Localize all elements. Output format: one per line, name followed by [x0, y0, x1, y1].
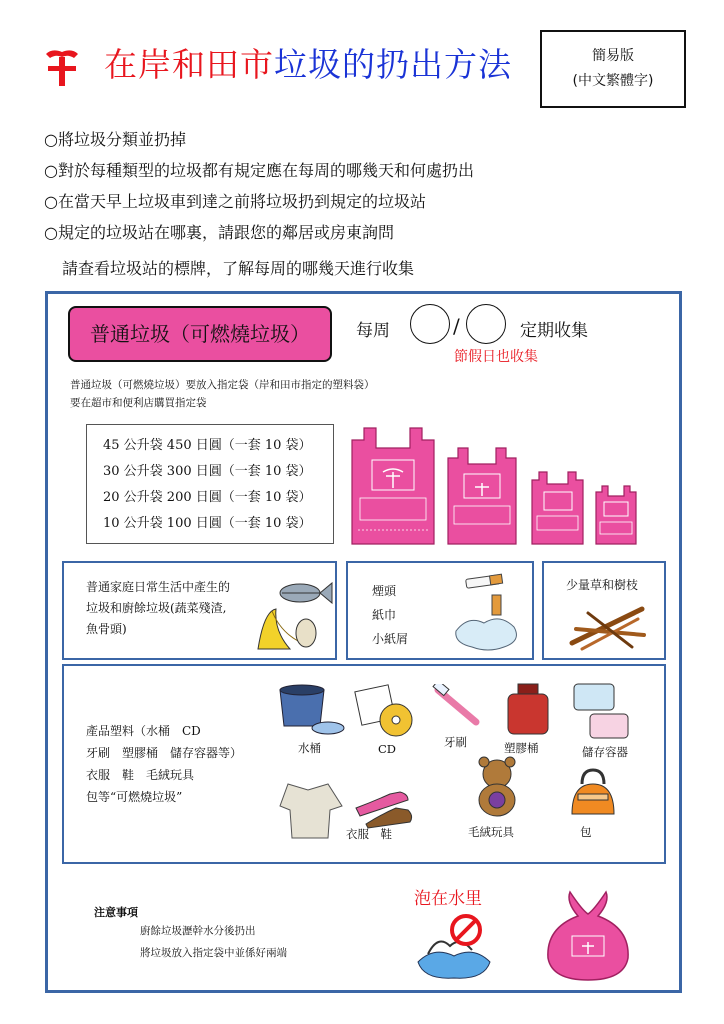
bullet-item: ○對於每種類型的垃圾都有規定應在每周的哪幾天和何處扔出: [44, 161, 474, 180]
bullet-item: ○在當天早上垃圾車到達之前將垃圾扔到規定的垃圾站: [44, 192, 426, 211]
label-clothes-shoes: 衣服 鞋: [346, 827, 392, 841]
text-line: 垃圾和廚餘垃圾(蔬菜殘渣,: [86, 601, 227, 615]
no-soaking-icon: [414, 906, 494, 982]
storage-container-icon: [570, 680, 632, 742]
small-items-text: [372, 579, 408, 651]
price-row: 10 公升袋 100 日圓（一套 10 袋）: [103, 516, 312, 531]
label-toothbrush: 牙刷: [444, 735, 467, 749]
text-line: 衣服 鞋 毛絨玩具: [86, 768, 195, 782]
text-line: 魚骨頭): [86, 622, 127, 636]
label-bag: 包: [580, 825, 592, 839]
grass-twigs-text: 少量草和樹枝: [566, 578, 639, 592]
bag-10l-icon: [596, 486, 636, 544]
toothbrush-icon: [432, 684, 484, 728]
frequency-separator: /: [453, 314, 460, 338]
note-line: 廚餘垃圾瀝幹水分後扔出: [140, 925, 256, 937]
price-row: 20 公升袋 200 日圓（一套 10 袋）: [103, 490, 312, 505]
bag-price-list: [86, 424, 334, 544]
shoes-icon: [352, 774, 416, 830]
plastics-textiles-box: [62, 664, 666, 864]
frequency-prefix: 每周: [356, 321, 390, 341]
soak-label: 泡在水里: [414, 889, 482, 909]
version-line-1: 簡易版: [592, 48, 634, 64]
plush-toy-icon: [468, 754, 526, 820]
twigs-icon: [568, 595, 648, 653]
cigarette-tissue-icon: [448, 571, 526, 653]
bullet-item: ○將垃圾分類並扔掉: [44, 130, 186, 149]
desc-line: 要在超市和便利店購買指定袋: [70, 397, 207, 409]
label-plastic-tub: 塑膠桶: [504, 741, 539, 755]
kitchen-waste-box: [62, 561, 337, 660]
bucket-icon: [276, 682, 346, 738]
designated-bags-illustration: [350, 426, 650, 548]
frequency-suffix: 定期收集: [520, 321, 588, 341]
text-line: 小紙屑: [372, 632, 409, 646]
text-line: 煙頭: [372, 584, 397, 598]
collection-note: 請查看垃圾站的標牌，了解每周的哪幾天進行收集: [62, 259, 415, 278]
handbag-icon: [568, 766, 618, 818]
desc-line: 普通垃圾（可燃燒垃圾）要放入指定袋（岸和田市指定的塑料袋）: [70, 379, 375, 391]
text-line: 普通家庭日常生活中產生的: [86, 580, 231, 594]
small-items-box: [346, 561, 534, 660]
label-bucket: 水桶: [298, 741, 321, 755]
kishiwada-logo-icon: [44, 40, 80, 88]
text-line: 牙刷 塑膠桶 儲存容器等）: [86, 746, 243, 760]
label-cd: CD: [378, 742, 397, 756]
grass-twigs-box: [542, 561, 666, 660]
kitchen-waste-text: [86, 577, 230, 640]
weekday-circle-1: [410, 304, 450, 344]
category-title: 普通垃圾（可燃燒垃圾）: [68, 306, 332, 362]
version-line-2: (中文繁體字): [572, 73, 654, 89]
intro-bullets: [44, 124, 474, 248]
bag-45l-icon: [352, 428, 434, 544]
clothes-icon: [278, 780, 348, 842]
page-title: [104, 42, 512, 88]
text-line: 產品塑料（水桶 CD: [86, 724, 201, 738]
holiday-note: 節假日也收集: [454, 349, 538, 365]
label-plush: 毛絨玩具: [468, 825, 514, 839]
text-line: 包等“可燃燒垃圾”: [86, 790, 183, 804]
version-box: [540, 30, 686, 108]
price-row: 30 公升袋 300 日圓（一套 10 袋）: [103, 464, 312, 479]
text-line: 紙巾: [372, 608, 397, 622]
weekday-circle-2: [466, 304, 506, 344]
cd-icon: [354, 682, 418, 740]
bag-description: [70, 376, 375, 412]
plastic-tub-icon: [502, 682, 554, 738]
price-row: 45 公升袋 450 日圓（一套 10 袋）: [103, 438, 312, 453]
bag-20l-icon: [532, 472, 583, 544]
fish-bone-food-scraps-icon: [250, 571, 334, 655]
bag-30l-icon: [448, 448, 516, 544]
bullet-item: ○規定的垃圾站在哪裏，請跟您的鄰居或房東詢問: [44, 223, 394, 242]
tied-bag-icon: [540, 888, 636, 982]
note-line: 將垃圾放入指定袋中並係好兩端: [140, 947, 287, 959]
plastics-text: [86, 720, 242, 808]
notes-heading: 注意事項: [94, 906, 138, 919]
title-main: 垃圾的扔出方法: [274, 45, 512, 84]
notes-list: [140, 920, 287, 964]
label-storage-container: 儲存容器: [582, 745, 628, 759]
title-city: 在岸和田市: [104, 45, 274, 84]
